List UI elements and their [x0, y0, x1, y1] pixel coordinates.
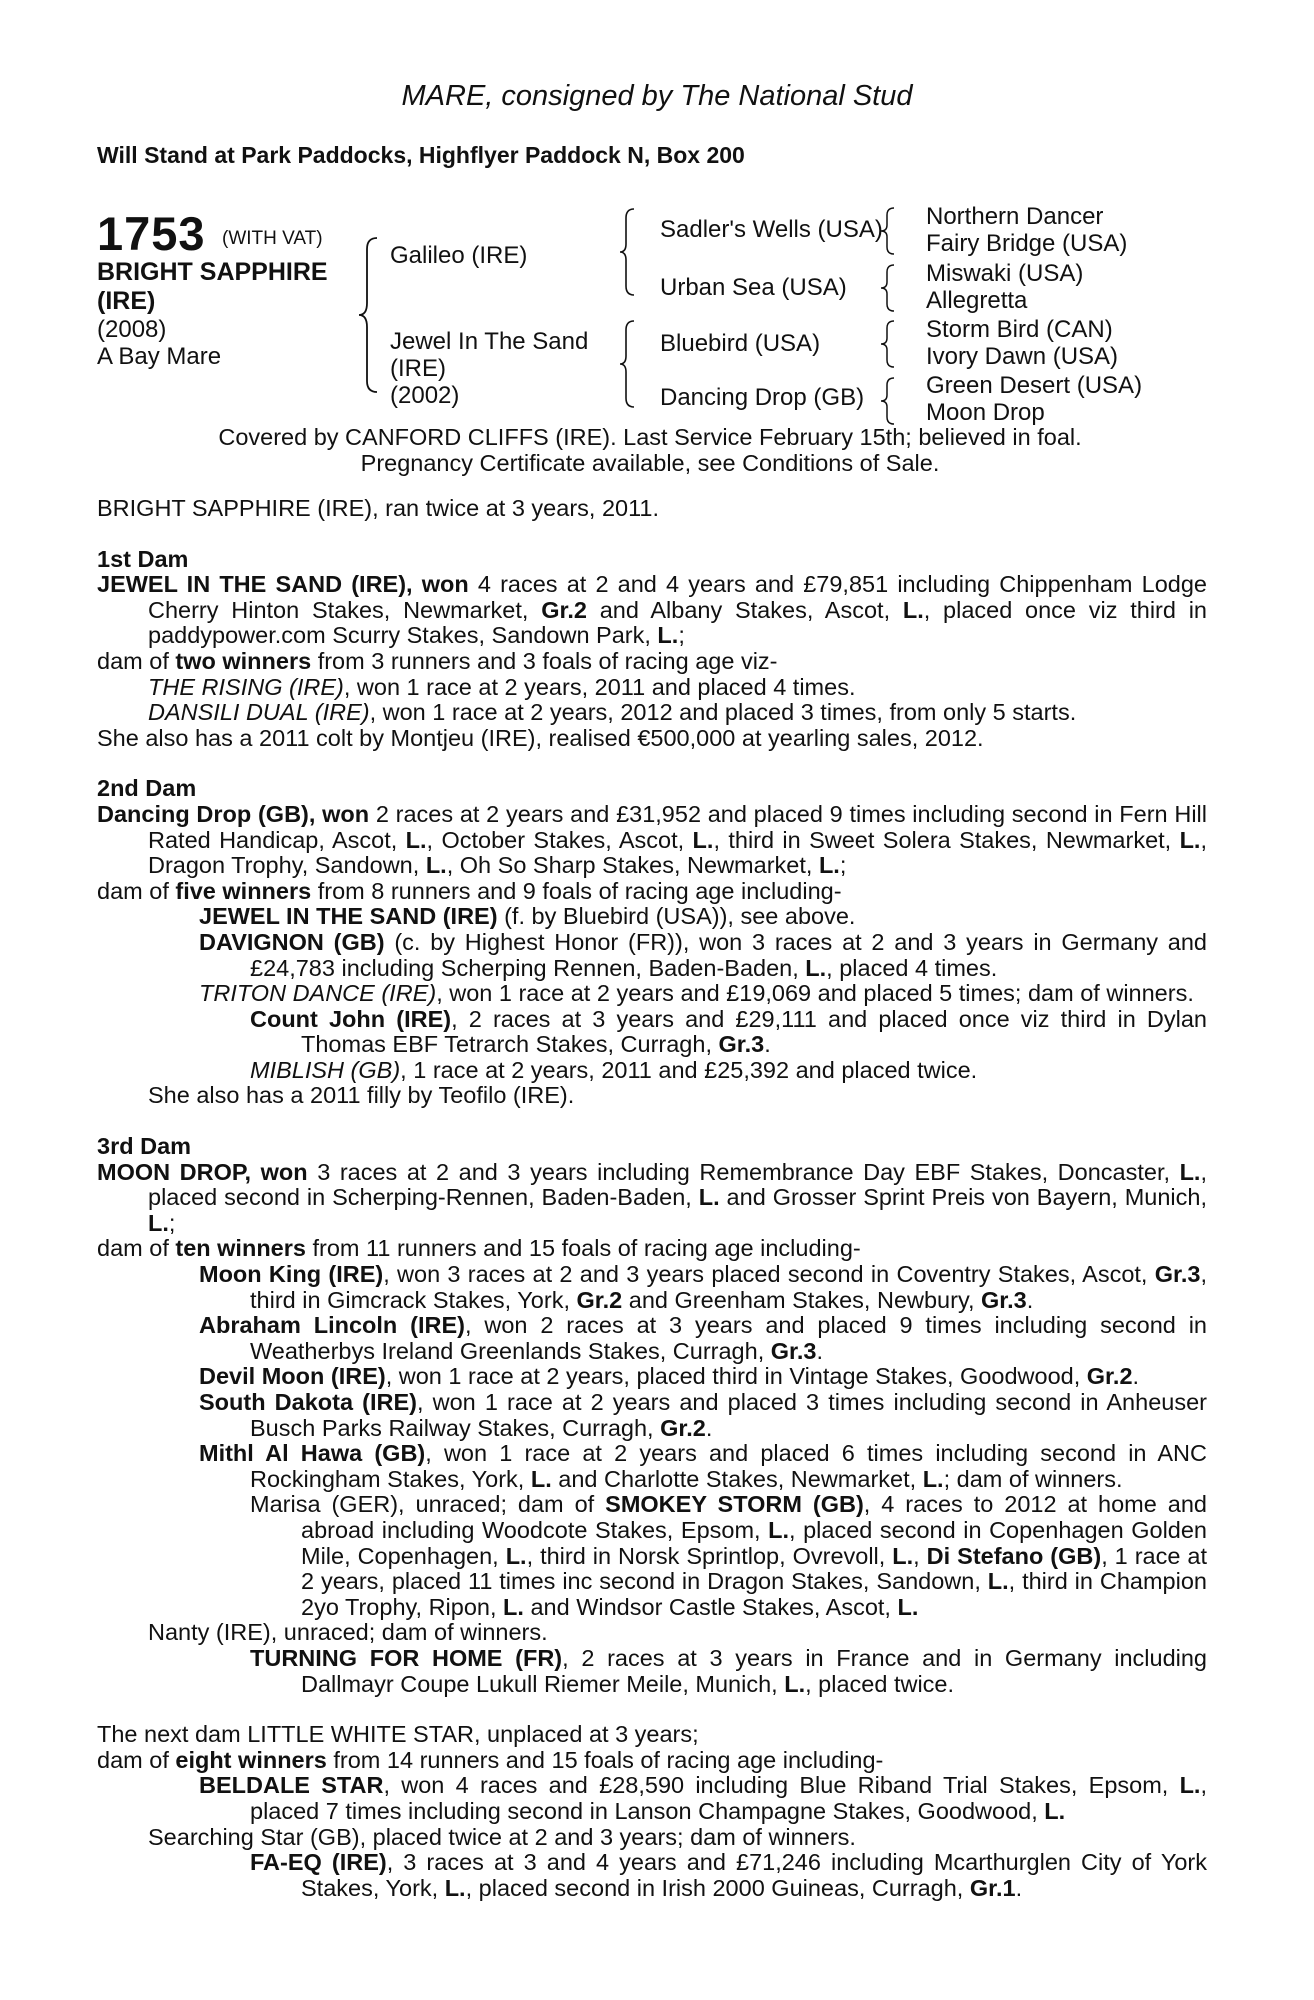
catalogue-body [97, 496, 1207, 1901]
dam1-offspring: THE RISING (IRE), won 1 race at 2 years, 2011 and placed 4 times. [148, 673, 856, 700]
dam1-also: She also has a 2011 colt by Montjeu (IRE), realised €500,000 at yearling sales, 2012. [97, 724, 984, 751]
horse-year: (2008) [97, 316, 167, 343]
dam2-grand-offspring: MIBLISH (GB), 1 race at 2 years, 2011 and £25,392 and placed twice. [250, 1056, 978, 1083]
pedigree-dam-line1: Jewel In The Sand [390, 328, 589, 355]
pedigree-sire: Galileo (IRE) [390, 242, 528, 269]
horse-sex: A Bay Mare [97, 343, 222, 370]
dam2-offspring: DAVIGNON (GB) (c. by Highest Honor (FR)), won 3 races at 2 and 3 years in Germany and £24,783 including Scherping Rennen, Baden-Baden, L., placed 4 times. [199, 928, 1207, 981]
race-summary: BRIGHT SAPPHIRE (IRE), ran twice at 3 years, 2011. [97, 495, 660, 521]
pedigree-ggs7: Green Desert (USA) [926, 372, 1143, 399]
dam3-grand-offspring: TURNING FOR HOME (FR), 2 races at 3 years in France and in Germany including Dallmayr Coupe Lukull Riemer Meile, Munich, L., placed twice. [250, 1644, 1207, 1697]
dam4-offspring: Searching Star (GB), placed twice at 2 and 3 years; dam of winners. [148, 1823, 856, 1850]
pedigree-ggs1: Northern Dancer [926, 203, 1104, 230]
dam1-offspring: DANSILI DUAL (IRE), won 1 race at 2 years, 2012 and placed 3 times, from only 5 starts. [148, 699, 1077, 726]
dam4-produce-summary: dam of eight winners from 14 runners and 15 foals of racing age including- [97, 1746, 884, 1773]
pedigree-ggs6: Ivory Dawn (USA) [926, 343, 1119, 370]
pedigree-ggs5: Storm Bird (CAN) [926, 316, 1113, 343]
pedigree-ggs8: Moon Drop [926, 399, 1045, 426]
covered-line2: Pregnancy Certificate available, see Conditions of Sale. [360, 450, 940, 476]
dam4-grand-offspring: FA-EQ (IRE), 3 races at 3 and 4 years and £71,246 including Mcarthurglen City of York Stakes, York, L., placed second in Irish 2000 Guineas, Curragh, Gr.1. [250, 1849, 1207, 1901]
dam2-record: Dancing Drop (GB), won 2 races at 2 years and £31,952 and placed 9 times including second in Fern Hill Rated Handicap, Ascot, L., October Stakes, Ascot, L., third in Sweet Solera Stakes, Newmarket, L., Dragon Trophy, Sandown, L., Oh So Sharp Stakes, Newmarket, L.; [97, 800, 1207, 879]
dam2-offspring: JEWEL IN THE SAND (IRE) (f. by Bluebird (USA)), see above. [199, 903, 856, 930]
pedigree-dam-line3: (2002) [390, 382, 460, 409]
dam3-grand-offspring: Marisa (GER), unraced; dam of SMOKEY STORM (GB), 4 races to 2012 at home and abroad including Woodcote Stakes, Epsom, L., placed second in Copenhagen Golden Mile, Copenhagen, L., third in Norsk Sprintlop, Ovrevoll, L., Di Stefano (GB), 1 race at 2 years, placed 11 times inc second in Dragon Stakes, Sandown, L., third in Champion 2yo Trophy, Ripon, L. and Windsor Castle Stakes, Ascot, L. [250, 1491, 1207, 1620]
dam2-also: She also has a 2011 filly by Teofilo (IRE). [148, 1082, 575, 1109]
pedigree-dam-line2: (IRE) [390, 355, 446, 382]
pedigree-ggs4: Allegretta [926, 287, 1028, 314]
pedigree-gs2: Urban Sea (USA) [660, 274, 847, 301]
pedigree-brace-main [355, 235, 385, 395]
pedigree-ggs3: Miswaki (USA) [926, 260, 1084, 287]
pedigree-gs1: Sadler's Wells (USA) [660, 216, 883, 243]
dam1-record: JEWEL IN THE SAND (IRE), won 4 races at 2 and 4 years and £79,851 including Chippenham Lodge Cherry Hinton Stakes, Newmarket, Gr.2 and Albany Stakes, Ascot, L., placed once viz third in paddypower.com Scurry Stakes, Sandown Park, L.; [97, 571, 1207, 649]
dam2-offspring: TRITON DANCE (IRE), won 1 race at 2 years and £19,069 and placed 5 times; dam of winners. [199, 980, 1194, 1007]
horse-name-line2: (IRE) [97, 287, 156, 315]
dam3-offspring: Abraham Lincoln (IRE), won 2 races at 3 years and placed 9 times including second in Weatherbys Ireland Greenlands Stakes, Curragh, Gr.3. [199, 1312, 1208, 1364]
pedigree-gs4: Dancing Drop (GB) [660, 384, 865, 411]
lot-number: 1753 [97, 207, 206, 260]
dam2-heading: 2nd Dam [97, 775, 197, 802]
dam3-offspring: Mithl Al Hawa (GB), won 1 race at 2 years and placed 6 times including second in ANC Rockingham Stakes, York, L. and Charlotte Stakes, Newmarket, L.; dam of winners. [199, 1440, 1207, 1492]
covered-line1: Covered by CANFORD CLIFFS (IRE). Last Service February 15th; believed in foal. [218, 424, 1082, 450]
pedigree-ggs2: Fairy Bridge (USA) [926, 230, 1128, 257]
dam3-offspring: Moon King (IRE), won 3 races at 2 and 3 years placed second in Coventry Stakes, Ascot, Gr.3, third in Gimcrack Stakes, York, Gr.2 and Greenham Stakes, Newbury, Gr.3. [199, 1261, 1207, 1313]
page-title: MARE, consigned by The National Stud [401, 80, 913, 112]
dam4-record: The next dam LITTLE WHITE STAR, unplaced at 3 years; [97, 1721, 699, 1748]
vat-note: (WITH VAT) [222, 228, 323, 249]
covered-note [0, 424, 1300, 476]
horse-info [97, 316, 221, 370]
dam3-heading: 3rd Dam [97, 1133, 192, 1160]
dam4-offspring: BELDALE STAR, won 4 races and £28,590 including Blue Riband Trial Stakes, Epsom, L., placed 7 times including second in Lanson Champagne Stakes, Goodwood, L. [199, 1772, 1207, 1824]
dam3-offspring: South Dakota (IRE), won 1 race at 2 years and placed 3 times including second in Anheuser Busch Parks Railway Stakes, Curragh, Gr.2. [199, 1389, 1207, 1441]
pedigree-brace-sire [616, 206, 640, 298]
dam3-offspring: Devil Moon (IRE), won 1 race at 2 years, placed third in Vintage Stakes, Goodwood, Gr.2. [199, 1363, 1140, 1390]
pedigree-brace-g3 [876, 318, 898, 370]
dam2-produce-summary: dam of five winners from 8 runners and 9 foals of racing age including- [97, 877, 842, 904]
dam1-produce-summary: dam of two winners from 3 runners and 3 foals of racing age viz- [97, 647, 778, 674]
dam3-produce-summary: dam of ten winners from 11 runners and 15 foals of racing age including- [97, 1235, 861, 1262]
dam3-offspring: Nanty (IRE), unraced; dam of winners. [148, 1619, 548, 1646]
dam2-grand-offspring: Count John (IRE), 2 races at 3 years and £29,111 and placed once viz third in Dylan Thomas EBF Tetrarch Stakes, Curragh, Gr.3. [250, 1005, 1207, 1058]
pedigree-dam [390, 328, 588, 409]
horse-name-line1: BRIGHT SAPPHIRE [97, 258, 328, 286]
horse-name [97, 258, 367, 316]
pedigree-brace-g2 [876, 262, 898, 314]
dam3-record: MOON DROP, won 3 races at 2 and 3 years including Remembrance Day EBF Stakes, Doncaster, L., placed second in Scherping-Rennen, Baden-Baden, L. and Grosser Sprint Preis von Bayern, Munich, L.; [97, 1158, 1208, 1236]
pedigree-gs3: Bluebird (USA) [660, 330, 821, 357]
stand-location: Will Stand at Park Paddocks, Highflyer Paddock N, Box 200 [97, 142, 745, 168]
pedigree-brace-dam [616, 318, 640, 410]
dam1-heading: 1st Dam [97, 545, 189, 572]
pedigree-brace-g4 [876, 375, 898, 427]
